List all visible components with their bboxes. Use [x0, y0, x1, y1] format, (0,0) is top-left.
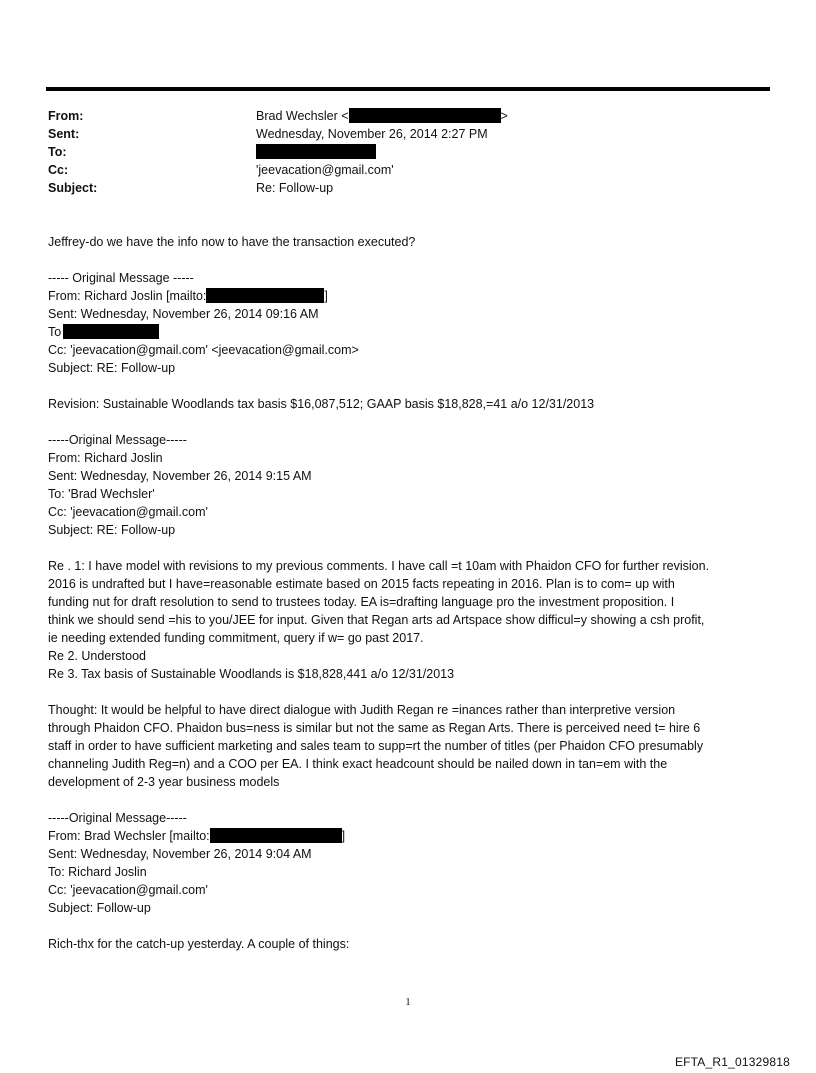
- body-line: Thought: It would be helpful to have direct dialogue with Judith Regan re =inances rather than interpretive version: [48, 703, 676, 717]
- body-line: Revision: Sustainable Woodlands tax basis $16,087,512; GAAP basis $18,828,=41 a/o 12/31/2013: [48, 397, 595, 411]
- body-line: through Phaidon CFO. Phaidon bus=ness is similar but not the same as Regan Arts. There is perceived need t= hire 6: [48, 721, 701, 735]
- original-message-separator: -----Original Message-----: [48, 811, 187, 825]
- body-line: think we should send =his to you/JEE for input. Given that Regan arts ad Artspace show difficul=y showing a csh profit,: [48, 613, 705, 627]
- quoted-from-line: From: Richard Joslin: [48, 451, 163, 465]
- quoted-cc-line: Cc: 'jeevacation@gmail.com': [48, 883, 208, 897]
- email-body: [48, 233, 772, 953]
- body-line: staff in order to have sufficient marketing and sales team to supp=rt the number of titles (per Phaidon CFO presumably: [48, 739, 704, 753]
- quoted-to-line: To: [48, 323, 772, 341]
- subject-label: Subject:: [48, 181, 98, 195]
- to-label: To:: [48, 145, 67, 159]
- from-value: Brad Wechsler < >: [256, 109, 508, 123]
- quoted-from-line: From: Richard Joslin [mailto: ]: [48, 289, 328, 303]
- body-line: ie needing extended funding commitment, query if w= go past 2017.: [48, 631, 424, 645]
- to-value: [256, 143, 376, 161]
- redaction-block: [210, 828, 342, 843]
- redaction-block: [63, 324, 159, 339]
- body-line: 2016 is undrafted but I have=reasonable estimate based on 2015 facts repeating in 2016. Plan is to com= up with: [48, 577, 675, 591]
- quoted-sent-line: Sent: Wednesday, November 26, 2014 9:15 AM: [48, 469, 312, 483]
- header-rule: [46, 87, 770, 91]
- body-line: channeling Judith Reg=n) and a COO per EA. I think exact headcount should be nailed down in tan=em with the: [48, 757, 668, 771]
- quoted-sent-line: Sent: Wednesday, November 26, 2014 09:16 AM: [48, 307, 319, 321]
- sent-label: Sent:: [48, 127, 80, 141]
- redaction-block: [349, 108, 501, 123]
- subject-value: Re: Follow-up: [256, 181, 334, 195]
- page-number: 1: [405, 996, 411, 1008]
- quoted-cc-line: Cc: 'jeevacation@gmail.com': [48, 505, 208, 519]
- body-line: development of 2-3 year business models: [48, 775, 280, 789]
- from-label: From:: [48, 109, 84, 123]
- body-line: funding nut for draft resolution to send to trustees today. EA is=drafting language pro the investment proposition. I: [48, 595, 675, 609]
- quoted-to-line: To: Richard Joslin: [48, 865, 147, 879]
- sent-value: Wednesday, November 26, 2014 2:27 PM: [256, 127, 488, 141]
- cc-label: Cc:: [48, 163, 69, 177]
- quoted-subject-line: Subject: Follow-up: [48, 901, 151, 915]
- quoted-cc-line: Cc: 'jeevacation@gmail.com' <jeevacation@gmail.com>: [48, 343, 359, 357]
- original-message-separator: -----Original Message-----: [48, 433, 187, 447]
- document-id: EFTA_R1_01329818: [674, 1055, 790, 1069]
- body-line: Jeffrey-do we have the info now to have the transaction executed?: [48, 235, 416, 249]
- quoted-subject-line: Subject: RE: Follow-up: [48, 361, 176, 375]
- body-line: Re 2. Understood: [48, 649, 146, 663]
- quoted-from-line: From: Brad Wechsler [mailto: ]: [48, 829, 346, 843]
- quoted-subject-line: Subject: RE: Follow-up: [48, 523, 176, 537]
- body-line: Re 3. Tax basis of Sustainable Woodlands is $18,828,441 a/o 12/31/2013: [48, 667, 455, 681]
- quoted-to-line: To: 'Brad Wechsler': [48, 487, 155, 501]
- body-line: Re . 1: I have model with revisions to my previous comments. I have call =t 10am with Phaidon CFO for further revision.: [48, 559, 710, 573]
- redaction-block: [256, 144, 376, 159]
- original-message-separator: ----- Original Message -----: [48, 271, 194, 285]
- cc-value: 'jeevacation@gmail.com': [256, 163, 394, 177]
- quoted-sent-line: Sent: Wednesday, November 26, 2014 9:04 AM: [48, 847, 312, 861]
- body-line: Rich-thx for the catch-up yesterday. A couple of things:: [48, 937, 350, 951]
- redaction-block: [206, 288, 324, 303]
